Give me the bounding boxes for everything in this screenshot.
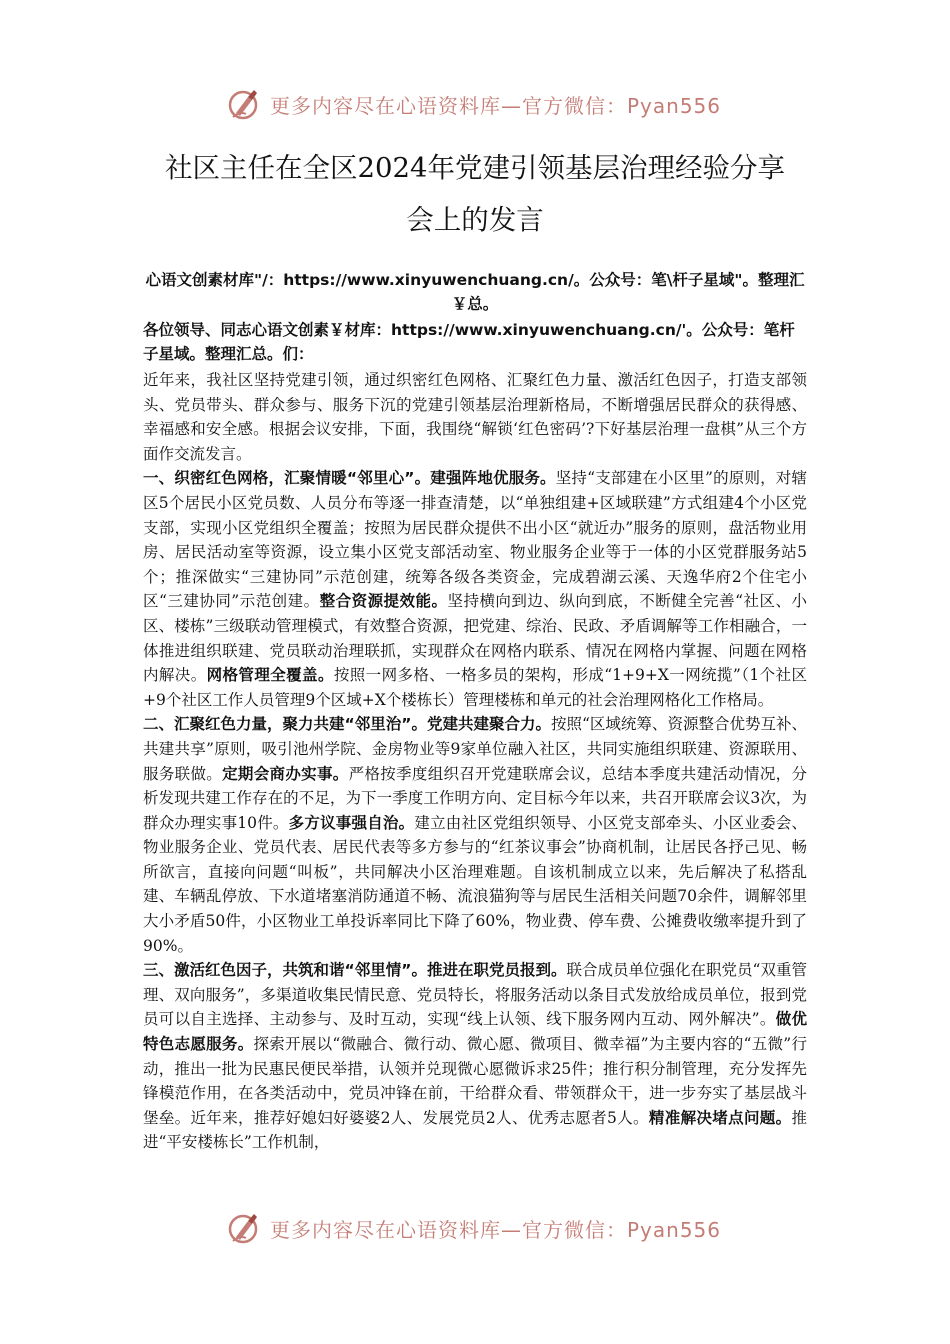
section-3-subhead-3: 精准解决堵点问题。 <box>648 1108 792 1127</box>
section-3 <box>143 958 807 1155</box>
watermark-text: 更多内容尽在心语资料库—官方微信：Pyan556 <box>270 93 722 118</box>
page-title <box>120 142 830 246</box>
watermark-banner-top <box>228 84 748 124</box>
section-1-heading: 一、织密红色网格，汇聚情暖“邻里心”。建强阵地优服务。 <box>143 469 556 488</box>
section-2-text-2: 严格按季度组织召开党建联席会议，总结本季度共建活动情况，分析发现共建工作存在的不足，为下一季度工作明方向、定目标今年以来，共召开联席会议3次，为群众办理实事10件。 <box>143 764 807 832</box>
section-3-heading: 三、激活红色因子，共筑和谐“邻里情”。推进在职党员报到。 <box>143 961 567 980</box>
section-2-subhead-3: 多方议事强自治。 <box>288 813 415 832</box>
title-line-2: 会上的发言 <box>406 204 544 236</box>
section-2 <box>143 712 807 958</box>
section-2-text-1: 按照“区域统筹、资源整合优势互补、共建共享”原则，吸引池州学院、金房物业等9家单位融入社区，共同实施组织联建、资源联用、服务联做。 <box>143 715 807 783</box>
section-3-text-1: 联合成员单位强化在职党员“双重管理、双向服务”，多渠道收集民情民意、党员特长，将服务活动以条目式发放给成员单位，报到党员可以自主选择、主动参与、及时互动，实现“线上认领、线下服务网内互动、网外解决”。 <box>143 961 807 1029</box>
section-3-subhead-2: 做优特色志愿服务。 <box>143 1010 807 1054</box>
writing-hand-icon <box>228 1211 262 1245</box>
source-note: 心语文创素材库"/：https://www.xinyuwenchuang.cn/。公众号：笔\杆子星域"。整理汇￥总。 <box>145 271 805 313</box>
section-2-subhead-2: 定期会商办实事。 <box>222 764 349 783</box>
section-3-text-3: 推进“平安楼栋长”工作机制， <box>143 1108 807 1152</box>
intro-paragraph: 近年来，我社区坚持党建引领，通过织密红色网格、汇聚红色力量、激活红色因子，打造支部领头、党员带头、群众参与、服务下沉的党建引领基层治理新格局，不断增强居民群众的获得感、幸福感和安全感。根据会议安排，下面，我围绕“解锁‘红色密码’?下好基层治理一盘棋”从三个方面作交流发言。 <box>143 371 807 463</box>
section-1-text-3: 按照一网多格、一格多员的架构，形成“1+9+X一网统揽”（1个社区+9个社区工作人员管理9个区域+X个楼栋长）管理楼栋和单元的社会治理网格化工作格局。 <box>143 666 807 709</box>
section-1 <box>143 466 807 712</box>
section-3-text-2: 探索开展以“微融合、微行动、微心愿、微项目、微幸福”为主要内容的“五微”行动，推出一批为民惠民便民举措，认领并兑现微心愿微诉求25件；推行积分制管理，充分发挥先锋模范作用，在各类活动中，党员冲锋在前，干给群众看、带领群众干，进一步夯实了基层战斗堡垒。近年来，推荐好媳妇好婆婆2人、发展党员2人、优秀志愿者5人。 <box>143 1035 807 1127</box>
section-2-text-3: 建立由社区党组织领导、小区党支部牵头、小区业委会、物业服务企业、党员代表、居民代表等多方参与的“红茶议事会”协商机制，让居民各抒己见、畅所欲言，直接向问题“叫板”，共同解决小区治理难题。自该机制成立以来，先后解决了私搭乱建、车辆乱停放、下水道堵塞消防通道不畅、流浪猫狗等与居民生活相关问题70余件，调解邻里大小矛盾50件，小区物业工单投诉率同比下降了60%，物业费、停车费、公摊费收缴率提升到了90%。 <box>143 813 807 955</box>
title-line-1: 社区主任在全区2024年党建引领基层治理经验分享 <box>165 152 785 184</box>
greeting: 各位领导、同志心语文创素￥材库：https://www.xinyuwenchuang.cn/'。公众号：笔杆子星域。整理汇总。们： <box>143 321 795 363</box>
document-body <box>143 268 807 1155</box>
section-1-text-2: 坚持横向到边、纵向到底，不断健全完善“社区、小区、楼栋”三级联动管理模式，有效整合资源，把党建、综治、民政、矛盾调解等工作相融合，一体推进组织联建、党员联动治理联抓，实现群众在网格内联系、情况在网格内掌握、问题在网格内解决。 <box>143 592 807 685</box>
writing-hand-icon <box>228 87 262 121</box>
watermark-text: 更多内容尽在心语资料库—官方微信：Pyan556 <box>270 1217 722 1242</box>
section-1-subhead-2: 整合资源提效能。 <box>319 592 448 611</box>
section-1-text-1: 坚持“支部建在小区里”的原则，对辖区5个居民小区党员数、人员分布等逐一排查清楚，以“单独组建+区域联建”方式组建4个小区党支部，实现小区党组织全覆盖；按照为居民群众提供不出小区“就近办”服务的原则，盘活物业用房、居民活动室等资源，设立集小区党支部活动室、物业服务企业等于一体的小区党群服务站5个；推深做实“三建协同”示范创建，统筹各级各类资金，完成碧湖云溪、天逸华府2个住宅小区“三建协同”示范创建。 <box>143 469 807 611</box>
section-1-subhead-3: 网格管理全覆盖。 <box>206 666 334 685</box>
section-2-heading: 二、汇聚红色力量，聚力共建“邻里治”。党建共建聚合力。 <box>143 715 551 734</box>
watermark-banner-bottom <box>228 1208 748 1248</box>
